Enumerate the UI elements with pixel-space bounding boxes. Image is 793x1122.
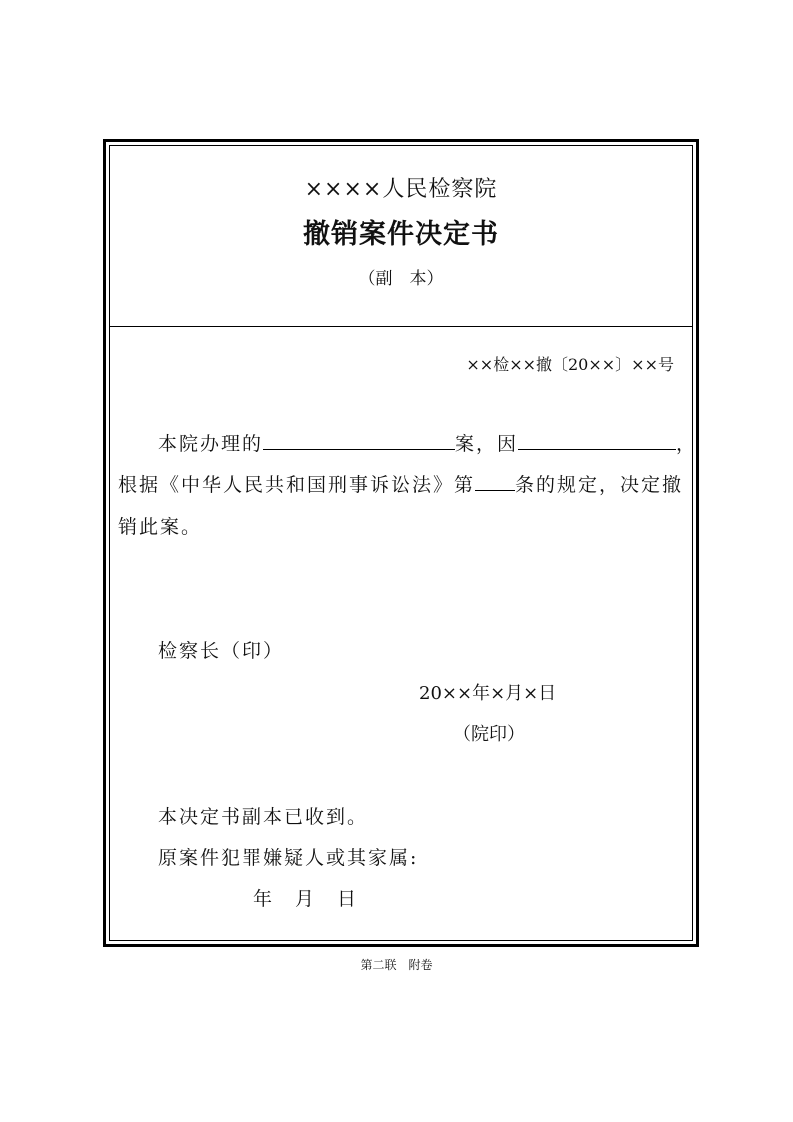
document-number: ××检××撤〔20××〕××号 [466,355,674,374]
document-title: 撤销案件决定书 [303,219,499,250]
reason-blank[interactable] [518,430,676,450]
decision-date: 20××年×月×日 [419,683,557,704]
law-reference-text: 根据《中华人民共和国刑事诉讼法》第 [118,474,476,496]
decision-text: 条的规定，决定撤 [515,474,684,496]
court-seal-label: （院印） [453,724,525,745]
body-line-2 [118,470,683,497]
organization-name: ××××人民检察院 [304,177,498,202]
case-reason-text: 案，因 [455,433,519,455]
document-inner-frame [109,145,698,941]
line1-comma: ， [676,433,698,455]
body-line-3: 销此案。 [118,516,203,538]
article-number-blank[interactable] [475,471,515,491]
document-frame [103,139,699,947]
case-name-blank[interactable] [263,430,455,450]
chief-prosecutor-label: 检察长（印） [158,640,285,662]
receipt-date-line: 年 月 日 [253,888,359,910]
suspect-signature-label: 原案件犯罪嫌疑人或其家属: [158,847,419,869]
body-line-1 [158,429,697,456]
case-intro-text: 本院办理的 [158,433,264,455]
receipt-confirmation: 本决定书副本已收到。 [158,806,369,828]
copy-type-label: （副 本） [358,269,444,289]
header-divider [110,326,692,327]
copy-footer-label: 第二联 附卷 [360,958,433,972]
